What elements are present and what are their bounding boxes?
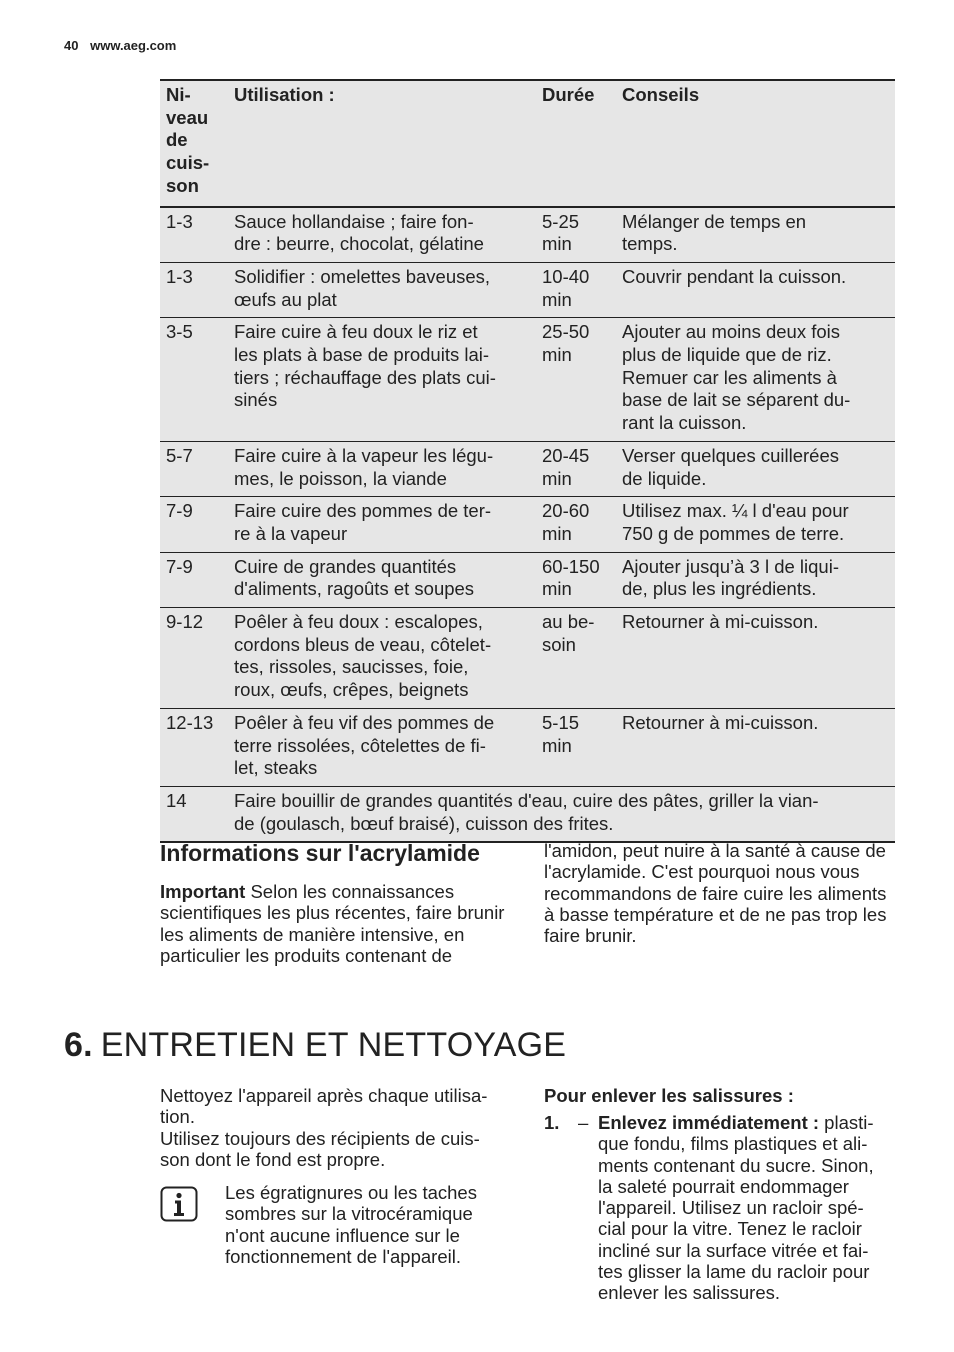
cell-use: Faire cuire des pommes de ter- re à la vapeur (228, 497, 536, 552)
cell-tips: Verser quelques cuillerées de liquide. (616, 441, 895, 496)
cell-use: Solidifier : omelettes baveuses, œufs au plat (228, 262, 536, 317)
clean-step (544, 1112, 894, 1304)
table-row (160, 318, 895, 442)
cell-level: 1-3 (160, 207, 228, 263)
cell-level: 12-13 (160, 708, 228, 786)
table-header-row (160, 80, 895, 207)
cell-duration: 25-50 min (536, 318, 616, 442)
cell-use: Faire cuire à feu doux le riz et les plats à base de produits lai- tiers ; réchauffage des plats cui- sinés (228, 318, 536, 442)
cell-level: 1-3 (160, 262, 228, 317)
header-level: Ni- veau de cuis- son (160, 80, 228, 207)
cell-tips: Mélanger de temps en temps. (616, 207, 895, 263)
cell-tips: Couvrir pendant la cuisson. (616, 262, 895, 317)
cell-level: 5-7 (160, 441, 228, 496)
clean-title: Pour enlever les salissures : (544, 1085, 794, 1106)
important-label: Important (160, 881, 246, 902)
step-number: 1. (544, 1112, 560, 1133)
cooking-levels-table (160, 79, 895, 843)
table-row (160, 552, 895, 607)
cell-tips: Retourner à mi-cuisson. (616, 608, 895, 709)
header-duration: Durée (536, 80, 616, 207)
cleaning-intro: Nettoyez l'appareil après chaque utilisa- tion. Utilisez toujours des récipients de cuis- son dont le fond est propre. (160, 1085, 488, 1170)
cell-duration: 5-15 min (536, 708, 616, 786)
cell-level: 7-9 (160, 552, 228, 607)
cell-duration: 20-60 min (536, 497, 616, 552)
cell-duration: 10-40 min (536, 262, 616, 317)
step-bold: Enlevez immédiatement : (598, 1112, 820, 1133)
section-title (64, 1026, 566, 1065)
acrylamide-text-left (160, 881, 520, 966)
acrylamide-title: Informations sur l'acrylamide (160, 840, 480, 866)
header-tips: Conseils (616, 80, 895, 207)
table-row (160, 608, 895, 709)
cell-tips: Ajouter au moins deux fois plus de liquide que de riz. Remuer car les aliments à base de lait se séparent du- rant la cuisson. (616, 318, 895, 442)
info-icon (160, 1186, 198, 1222)
table-row (160, 262, 895, 317)
table-row (160, 207, 895, 263)
site-url: www.aeg.com (90, 38, 177, 53)
section-number: 6. (64, 1026, 93, 1064)
cell-duration: au be- soin (536, 608, 616, 709)
table-row (160, 786, 895, 842)
step-text: plasti- que fondu, films plastiques et ali- ments contenant du sucre. Sinon, la saleté pourrait endommager l'appareil. Utilisez un racloir spé- cial pour la vitre. Tenez le racloir incliné sur la surface vitrée et fai- tes glisser la lame du racloir pour enlever les salissures. (598, 1112, 874, 1304)
cell-use: Poêler à feu vif des pommes de terre rissolées, côtelettes de fi- let, steaks (228, 708, 536, 786)
cell-level: 9-12 (160, 608, 228, 709)
table-row (160, 441, 895, 496)
cell-level: 3-5 (160, 318, 228, 442)
cell-duration: 5-25 min (536, 207, 616, 263)
page-header (64, 38, 176, 53)
cell-duration: 60-150 min (536, 552, 616, 607)
table-row (160, 497, 895, 552)
cell-level: 7-9 (160, 497, 228, 552)
cell-use: Faire bouillir de grandes quantités d'eau, cuire des pâtes, griller la vian- de (goulasch, bœuf braisé), cuisson des frites. (228, 786, 895, 842)
page-number: 40 (64, 38, 79, 53)
info-note: Les égratignures ou les taches sombres sur la vitrocéramique n'ont aucune influence sur le fonctionnement de l'appareil. (225, 1182, 477, 1267)
cell-use: Sauce hollandaise ; faire fon- dre : beurre, chocolat, gélatine (228, 207, 536, 263)
cell-use: Poêler à feu doux : escalopes, cordons bleus de veau, côtelet- tes, rissoles, saucisses, foie, roux, œufs, crêpes, beignets (228, 608, 536, 709)
section-title-text: ENTRETIEN ET NETTOYAGE (100, 1026, 567, 1064)
header-use: Utilisation : (228, 80, 536, 207)
acrylamide-text-left-body: Selon les connaissances scientifiques les plus récentes, faire brunir les aliments de manière intensive, en particulier les produits contenant de (160, 881, 505, 966)
cell-duration: 20-45 min (536, 441, 616, 496)
cell-use: Faire cuire à la vapeur les légu- mes, le poisson, la viande (228, 441, 536, 496)
cell-tips: Utilisez max. ¼ l d'eau pour 750 g de pommes de terre. (616, 497, 895, 552)
cell-use: Cuire de grandes quantités d'aliments, ragoûts et soupes (228, 552, 536, 607)
cell-level: 14 (160, 786, 228, 842)
step-dash: – (578, 1112, 589, 1133)
table-row (160, 708, 895, 786)
cell-tips: Ajouter jusqu’à 3 l de liqui- de, plus les ingrédients. (616, 552, 895, 607)
cell-tips: Retourner à mi-cuisson. (616, 708, 895, 786)
step-body (598, 1112, 888, 1304)
acrylamide-text-right: l'amidon, peut nuire à la santé à cause de l'acrylamide. C'est pourquoi nous vous recommandons de faire cuire les aliments à basse température et de ne pas trop les faire brunir. (544, 840, 887, 947)
